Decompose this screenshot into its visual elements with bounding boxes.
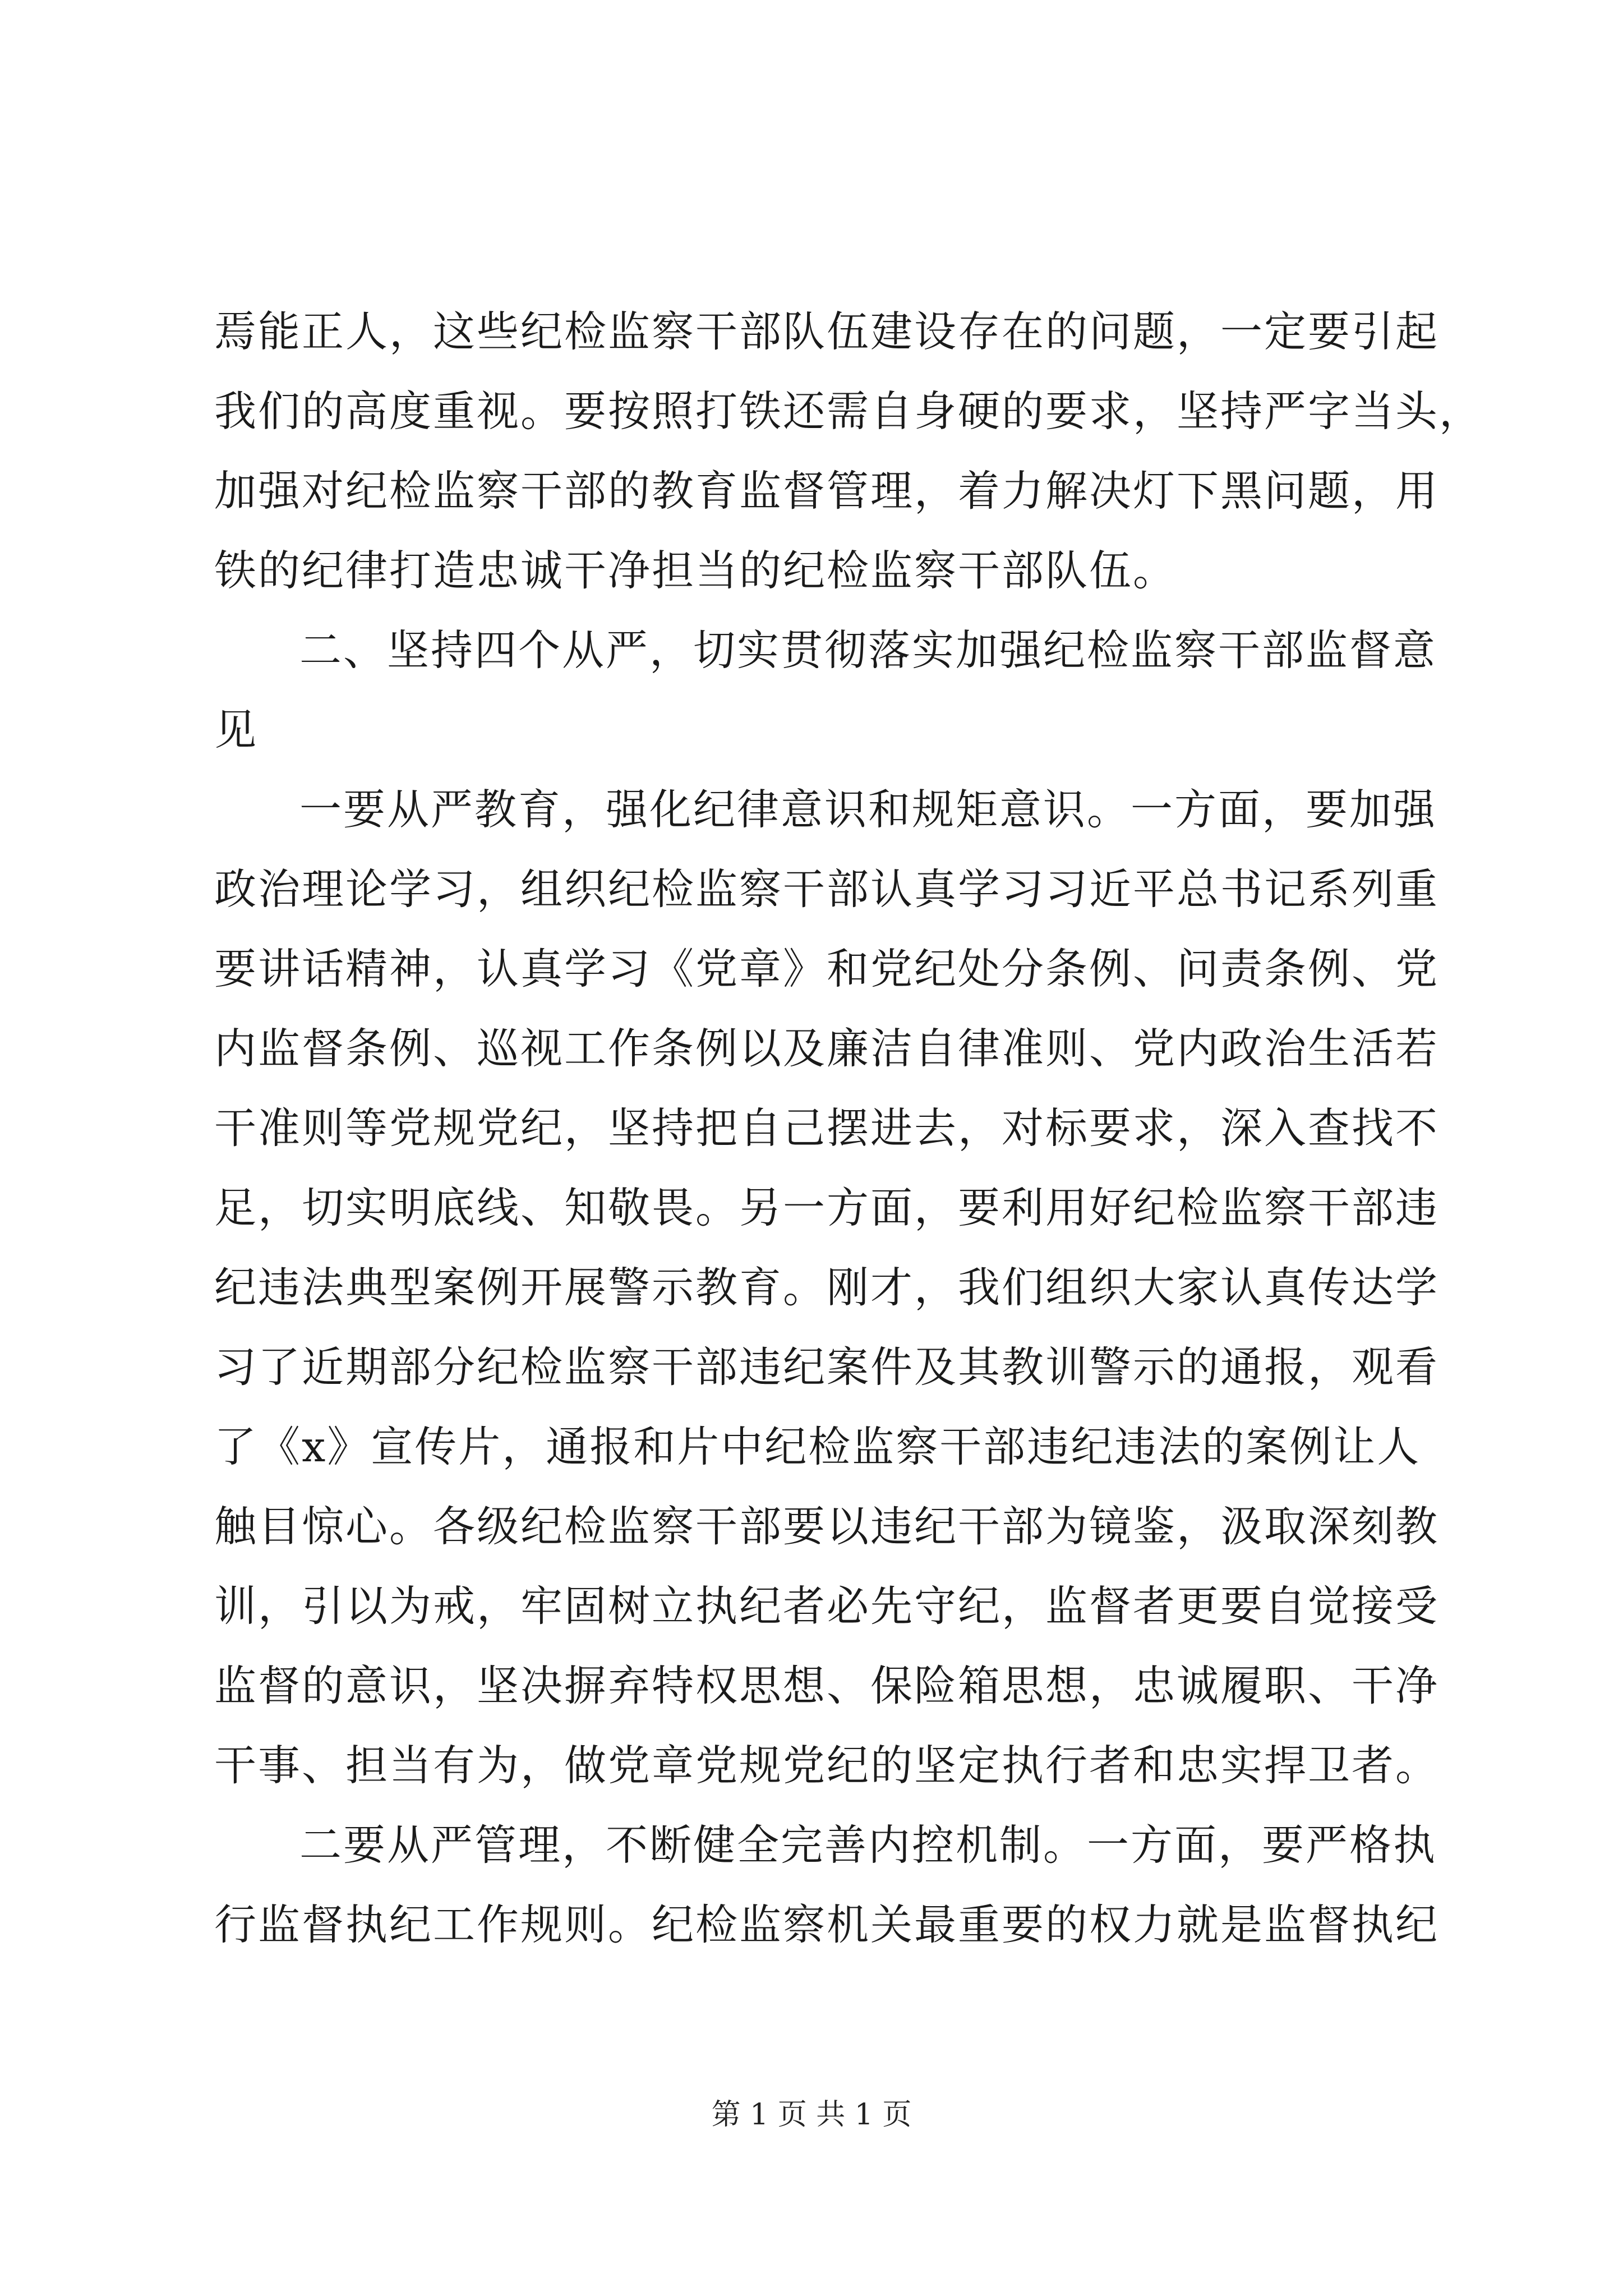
- text-line: 焉能正人，这些纪检监察干部队伍建设存在的问题，一定要引起: [214, 307, 1440, 356]
- text-line: 政治理论学习，组织纪检监察干部认真学习习近平总书记系列重: [214, 864, 1440, 914]
- text-line: 加强对纪检监察干部的教育监督管理，着力解决灯下黑问题，用: [214, 466, 1440, 516]
- section-heading-line: 二、坚持四个从严，切实贯彻落实加强纪检监察干部监督意: [299, 625, 1437, 675]
- paragraph-start-line: 一要从严教育，强化纪律意识和规矩意识。一方面，要加强: [299, 785, 1437, 834]
- text-line: 训，引以为戒，牢固树立执纪者必先守纪，监督者更要自觉接受: [214, 1581, 1440, 1631]
- page-number-label: 第 1 页 共 1 页: [711, 2098, 912, 2132]
- text-line: 触目惊心。各级纪检监察干部要以违纪干部为镜鉴，汲取深刻教: [214, 1502, 1440, 1551]
- text-line: 习了近期部分纪检监察干部违纪案件及其教训警示的通报，观看: [214, 1342, 1440, 1392]
- text-line: 要讲话精神，认真学习《党章》和党纪处分条例、问责条例、党: [214, 944, 1440, 993]
- text-line: 我们的高度重视。要按照打铁还需自身硬的要求，坚持严字当头，: [214, 386, 1483, 436]
- text-line: 足，切实明底线、知敬畏。另一方面，要利用好纪检监察干部违: [214, 1183, 1440, 1232]
- text-line: 内监督条例、巡视工作条例以及廉洁自律准则、党内政治生活若: [214, 1024, 1440, 1073]
- document-body: [214, 292, 1483, 1964]
- text-line: 纪违法典型案例开展警示教育。刚才，我们组织大家认真传达学: [214, 1263, 1440, 1312]
- text-line: 监督的意识，坚决摒弃特权思想、保险箱思想，忠诚履职、干净: [214, 1661, 1440, 1710]
- text-line: 行监督执纪工作规则。纪检监察机关最重要的权力就是监督执纪: [214, 1900, 1440, 1949]
- paragraph-start-line: 二要从严管理，不断健全完善内控机制。一方面，要严格执: [299, 1820, 1437, 1870]
- text-line: 了《x》宣传片，通报和片中纪检监察干部违纪违法的案例让人: [214, 1422, 1421, 1471]
- page-footer: [0, 2098, 1623, 2132]
- text-line: 干准则等党规党纪，坚持把自己摆进去，对标要求，深入查找不: [214, 1103, 1440, 1153]
- section-heading-line: 见: [214, 705, 259, 754]
- text-line: 铁的纪律打造忠诚干净担当的纪检监察干部队伍。: [214, 546, 1177, 595]
- text-line: 干事、担当有为，做党章党规党纪的坚定执行者和忠实捍卫者。: [214, 1741, 1440, 1790]
